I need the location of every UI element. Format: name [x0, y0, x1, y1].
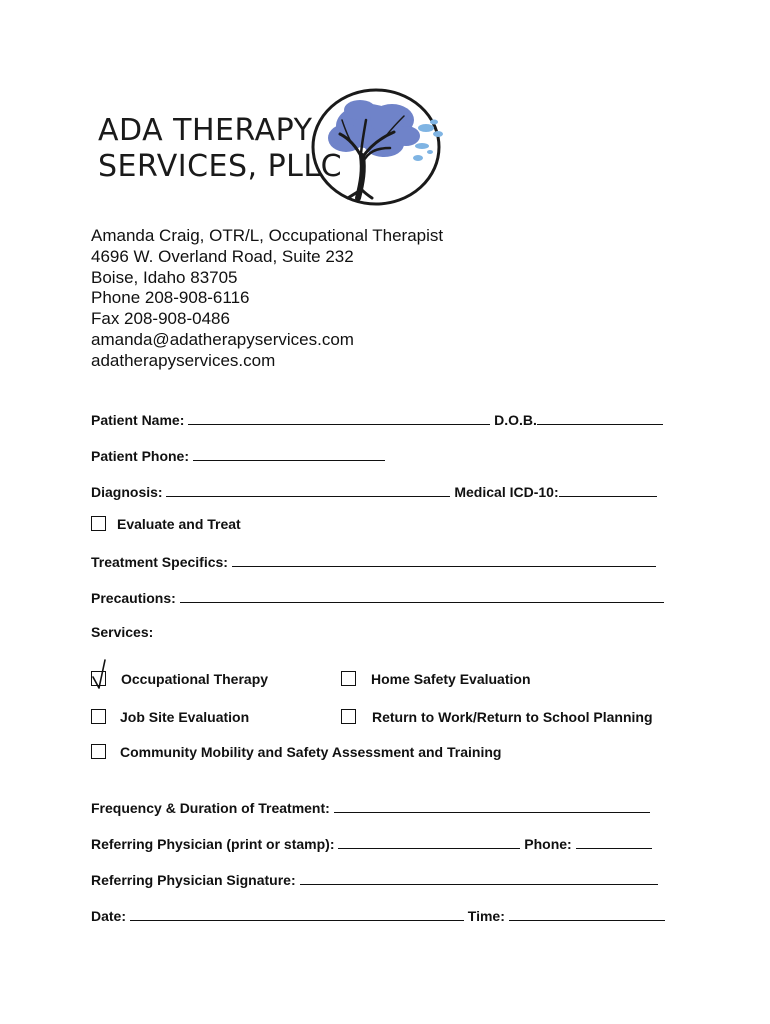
diagnosis-field[interactable]	[166, 482, 450, 497]
patient-name-field[interactable]	[188, 410, 490, 425]
date-field[interactable]	[130, 906, 464, 921]
frequency-field[interactable]	[334, 798, 650, 813]
home-safety-label: Home Safety Evaluation	[371, 671, 531, 687]
precautions-field[interactable]	[180, 588, 664, 603]
address-line-1: 4696 W. Overland Road, Suite 232	[91, 246, 354, 266]
physician-label: Referring Physician (print or stamp):	[91, 836, 335, 852]
occupational-therapy-label: Occupational Therapy	[121, 671, 269, 687]
physician-field[interactable]	[338, 834, 520, 849]
contact-info	[91, 226, 443, 372]
date-time-row	[91, 906, 665, 924]
diagnosis-label: Diagnosis:	[91, 484, 163, 500]
signature-field[interactable]	[300, 870, 658, 885]
services-label: Services:	[91, 624, 154, 640]
time-field[interactable]	[509, 906, 665, 921]
community-mobility-label: Community Mobility and Safety Assessment and Training	[120, 744, 502, 760]
evaluate-treat-checkbox[interactable]	[91, 516, 106, 531]
date-label: Date:	[91, 908, 127, 924]
treatment-specifics-field[interactable]	[232, 552, 656, 567]
fax-number: Fax 208-908-0486	[91, 309, 230, 329]
patient-phone-row	[91, 446, 385, 464]
signature-row	[91, 870, 658, 888]
frequency-label: Frequency & Duration of Treatment:	[91, 800, 330, 816]
physician-phone-field[interactable]	[576, 834, 652, 849]
evaluate-treat-label: Evaluate and Treat	[117, 516, 241, 532]
diagnosis-row	[91, 482, 657, 500]
patient-phone-field[interactable]	[193, 446, 385, 461]
precautions-row	[91, 588, 664, 606]
icd-label: Medical ICD-10:	[454, 484, 559, 500]
patient-name-row	[91, 410, 663, 428]
physician-phone-label: Phone:	[524, 836, 572, 852]
job-site-checkbox[interactable]	[91, 709, 106, 724]
treatment-specifics-row	[91, 552, 656, 570]
frequency-row	[91, 798, 650, 816]
icd-field[interactable]	[559, 482, 657, 497]
brand-line-1: ADA THERAPY	[98, 113, 313, 148]
checkmark-icon	[90, 657, 112, 691]
address-line-2: Boise, Idaho 83705	[91, 267, 238, 287]
tree-logo-icon	[306, 86, 452, 208]
patient-name-label: Patient Name:	[91, 412, 185, 428]
therapist-name: Amanda Craig, OTR/L, Occupational Therapist	[91, 226, 444, 245]
job-site-label: Job Site Evaluation	[120, 709, 250, 725]
community-mobility-checkbox[interactable]	[91, 744, 106, 759]
return-to-work-label: Return to Work/Return to School Planning	[372, 709, 653, 725]
email-address: amanda@adatherapyservices.com	[91, 329, 354, 349]
dob-field[interactable]	[537, 410, 663, 425]
website: adatherapyservices.com	[91, 350, 276, 370]
patient-phone-label: Patient Phone:	[91, 448, 190, 464]
return-to-work-checkbox[interactable]	[341, 709, 356, 724]
precautions-label: Precautions:	[91, 590, 176, 606]
phone-number: Phone 208-908-6116	[91, 288, 250, 308]
home-safety-checkbox[interactable]	[341, 671, 356, 686]
signature-label: Referring Physician Signature:	[91, 872, 296, 888]
brand-line-2: SERVICES, PLLC	[98, 149, 343, 184]
physician-row	[91, 834, 652, 852]
time-label: Time:	[467, 908, 505, 924]
treatment-specifics-label: Treatment Specifics:	[91, 554, 228, 570]
dob-label: D.O.B.	[494, 412, 537, 428]
